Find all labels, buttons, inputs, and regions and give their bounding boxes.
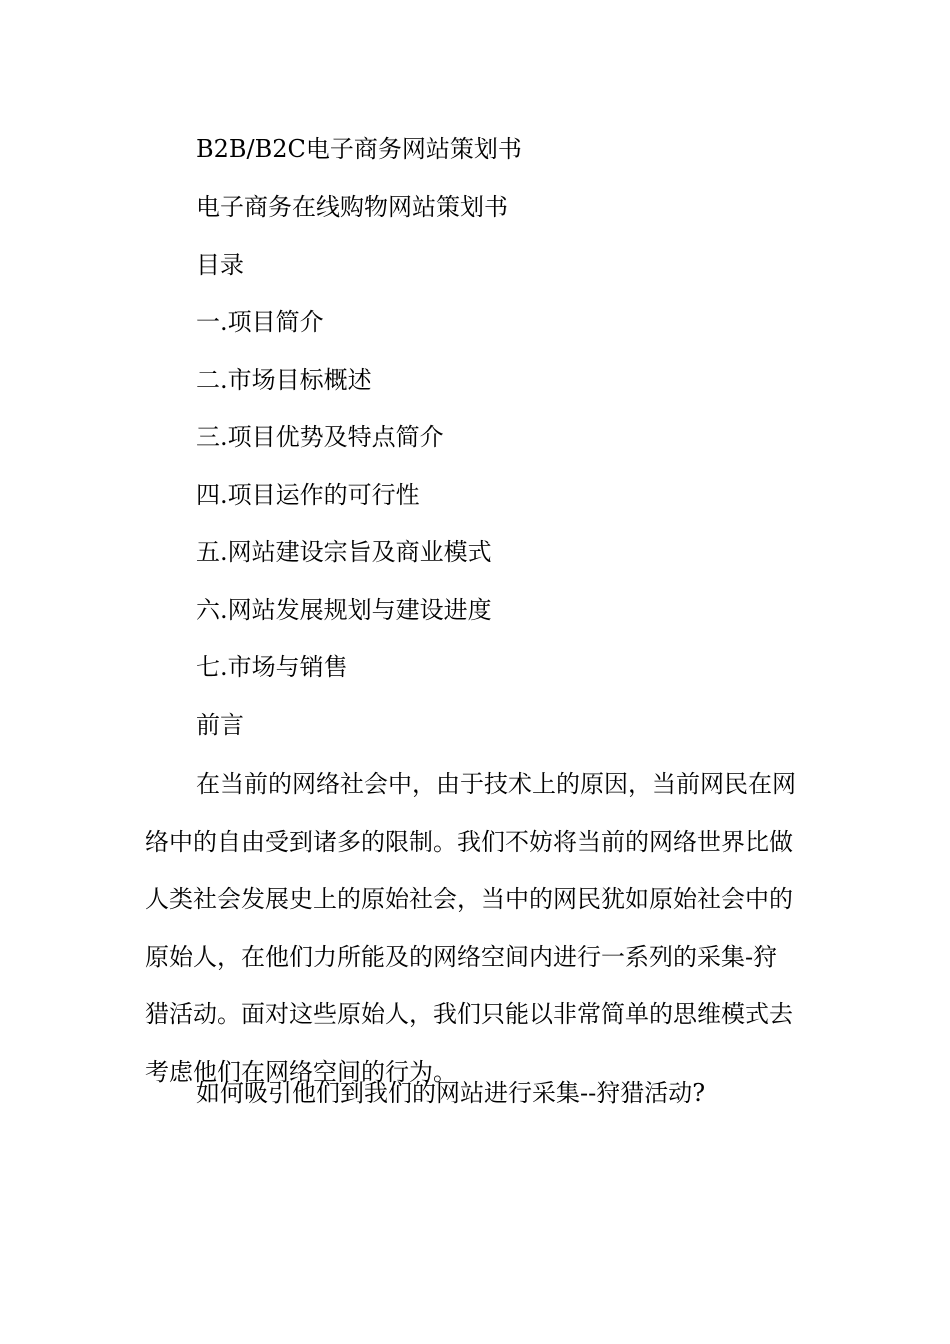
toc-item: 六.网站发展规划与建设进度	[196, 596, 492, 624]
toc-item: 七.市场与销售	[196, 653, 348, 681]
toc-heading: 目录	[196, 251, 244, 279]
toc-item: 四.项目运作的可行性	[196, 481, 420, 509]
body-paragraph: 在当前的网络社会中，由于技术上的原因，当前网民在网络中的自由受到诸多的限制。我们不妨将当前的网络世界比做人类社会发展史上的原始社会，当中的网民犹如原始社会中的原始人，在他们力所能及的网络空间内进行一系列的采集-狩猎活动。面对这些原始人，我们只能以非常简单的思维模式去考虑他们在网络空间的行为。	[145, 770, 796, 1086]
document-subtitle: 电子商务在线购物网站策划书	[196, 193, 508, 221]
preface-heading: 前言	[196, 711, 244, 739]
toc-item: 一.项目简介	[196, 308, 324, 336]
document-title: B2B/B2C电子商务网站策划书	[196, 135, 522, 163]
toc-item: 五.网站建设宗旨及商业模式	[196, 538, 492, 566]
toc-item: 二.市场目标概述	[196, 366, 372, 394]
toc-item: 三.项目优势及特点简介	[196, 423, 444, 451]
body-paragraph: 如何吸引他们到我们的网站进行采集--狩猎活动?	[196, 1079, 706, 1107]
